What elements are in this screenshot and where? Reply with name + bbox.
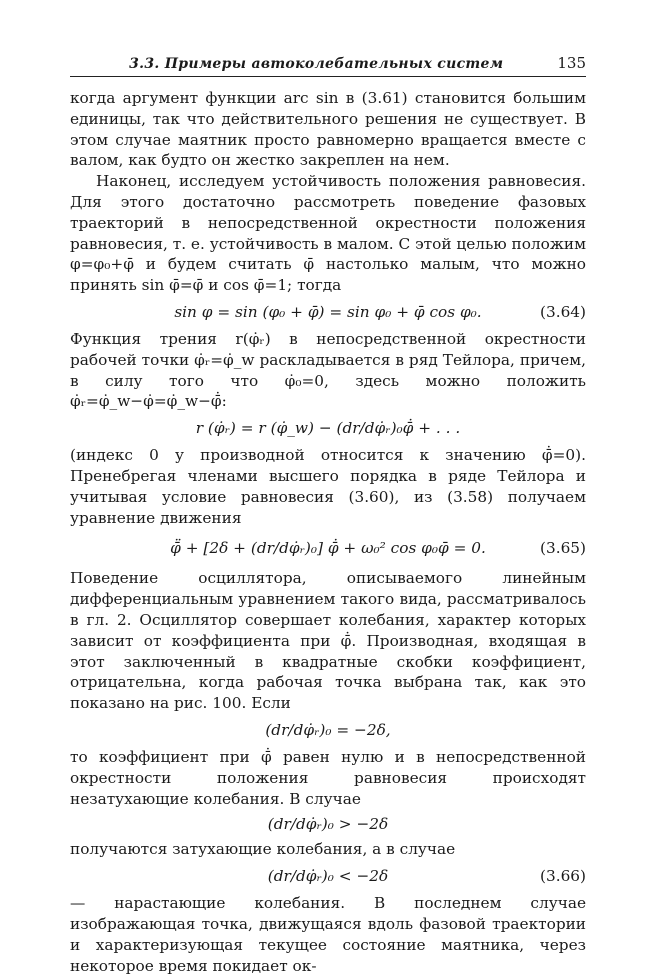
- formula-taylor-expression: r (φ̇ᵣ) = r (φ̇_w) − (dr/dφ̇ᵣ)₀φ̄̇ + . . .: [195, 419, 461, 438]
- paragraph-1: когда аргумент функции arc sin в (3.61) становится большим единицы, так что действительного решения не существует. В этом случае маятник просто равномерно вращается вместе с валом, как будто он жестко закреплен на нем.: [70, 89, 586, 170]
- formula-critical-expression: (dr/dφ̇ᵣ)₀ = −2δ,: [265, 720, 391, 739]
- formula-3-66-number: (3.66): [540, 867, 586, 886]
- page-body: [70, 88, 586, 976]
- paragraph-6: то коэффициент при φ̄̇ равен нулю и в непосредственной окрестности положения равновесия происходят незатухающие колебания. В случае: [70, 747, 586, 808]
- paragraph-4: (индекс 0 у производной относится к значению φ̄̇=0). Пренебрегая членами высшего порядка в ряде Тейлора и учитывая условие равновесия (3.60), из (3.58) получаем уравнение движения: [70, 446, 586, 527]
- running-title: 3.3. Примеры автоколебательных систем: [129, 56, 504, 72]
- running-header: [70, 54, 586, 77]
- formula-3-64-expression: sin φ = sin (φ₀ + φ̄) = sin φ₀ + φ̄ cos φ₀.: [174, 302, 482, 321]
- formula-critical: [70, 714, 586, 747]
- formula-damped-expression: (dr/dφ̇ᵣ)₀ > −2δ: [267, 815, 389, 834]
- paragraph-5: Поведение осциллятора, описываемого линейным дифференциальным уравнением такого вида, рассматривалось в гл. 2. Осциллятор совершает колебания, характер которых зависит от коэффициента при φ̄̇. Производная, входящая в этот заключенный в квадратные скобки коэффициент, отрицательна, когда рабочая точка выбрана так, как это показано на рис. 100. Если: [70, 569, 586, 713]
- paragraph-7: получаются затухающие колебания, а в случае: [70, 840, 456, 859]
- formula-3-66: [70, 860, 586, 893]
- paragraph-3: Функция трения r(φ̇ᵣ) в непосредственной окрестности рабочей точки φ̇ᵣ=φ̇_w раскладывается в ряд Тейлора, причем, в силу того что φ̇₀=0, здесь можно положить φ̇ᵣ=φ̇_w−φ̇=φ̇_w−φ̄̇:: [70, 329, 586, 411]
- formula-damped: [70, 809, 586, 839]
- formula-3-65-expression: φ̄̈ + [2δ + (dr/dφ̇ᵣ)₀] φ̄̇ + ω₀² cos φ₀φ̄ = 0.: [170, 539, 486, 558]
- page-number: 135: [557, 54, 586, 72]
- paragraph-8: — нарастающие колебания. В последнем случае изображающая точка, движущаяся вдоль фазовой траектории и характеризующая текущее состояние маятника, через некоторое время покидает ок-: [70, 894, 586, 975]
- formula-3-65: [70, 528, 586, 568]
- paragraph-2: Наконец, исследуем устойчивость положения равновесия. Для этого достаточно рассмотреть поведение фазовых траекторий в непосредственной окрестности положения равновесия, т. е. устойчивость в малом. С этой целью положим φ=φ₀+φ̄ и будем считать φ̄ настолько малым, что можно принять sin φ̄=φ̄ и cos φ̄=1; тогда: [70, 172, 587, 295]
- formula-3-66-expression: (dr/dφ̇ᵣ)₀ < −2δ: [267, 867, 389, 886]
- formula-3-65-number: (3.65): [540, 539, 586, 558]
- formula-3-64: [70, 296, 586, 329]
- formula-3-64-number: (3.64): [540, 302, 586, 321]
- formula-taylor: [70, 412, 586, 445]
